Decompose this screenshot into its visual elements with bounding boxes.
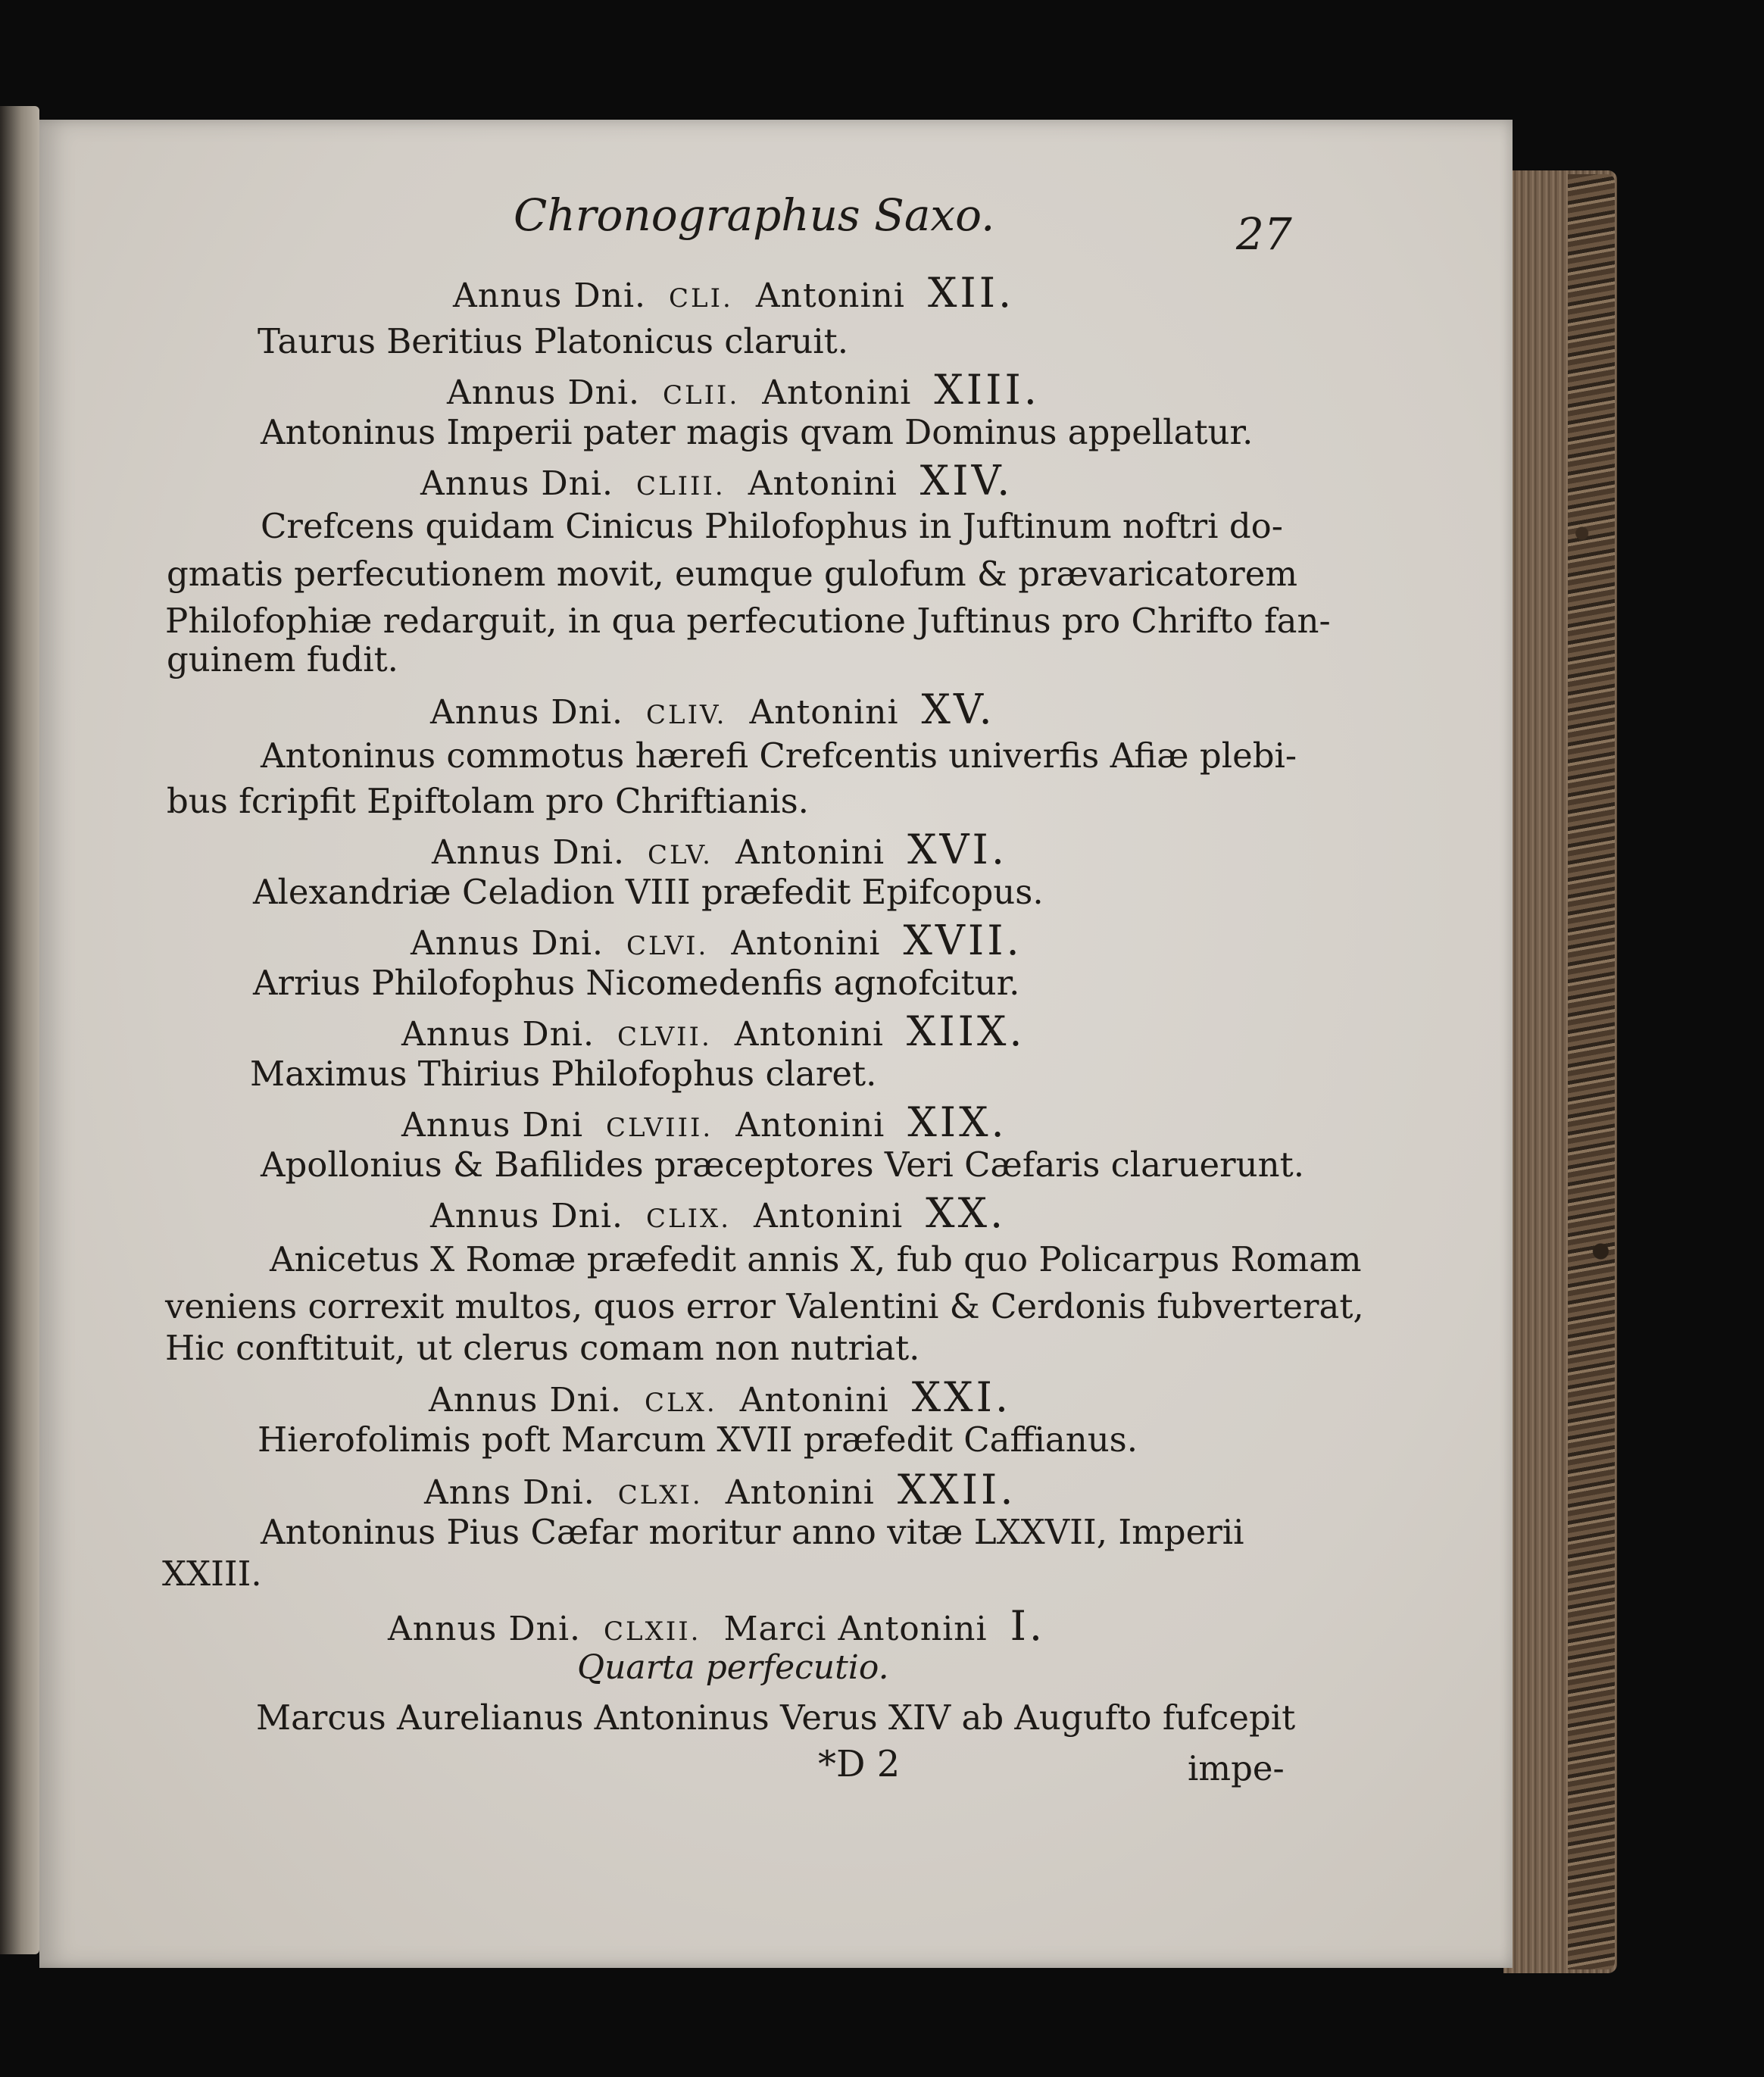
adjacent-page-edge: [0, 106, 39, 1954]
text-line: Taurus Beritius Platonicus claruit.: [258, 321, 849, 361]
text-line: Marcus Aurelianus Antoninus Verus XIV ab Augufto fufcepit: [256, 1698, 1296, 1738]
text-line: Philofophiæ redarguit, in qua perfecutione Juftinus pro Chrifto fan-: [165, 601, 1331, 641]
year-line: Annus Dni. CLIX. Antonini XX.: [430, 1189, 1007, 1237]
year-line: Anns Dni. CLXI. Antonini XXII.: [424, 1466, 1016, 1513]
year-line: Annus Dni. CLI. Antonini XII.: [453, 269, 1015, 317]
text-line: Apollonius & Bafilides præceptores Veri Cæfaris claruerunt.: [261, 1145, 1305, 1185]
text-line: Anicetus X Romæ præfedit annis X, fub quo Policarpus Romam: [270, 1239, 1362, 1279]
signature-mark: *D 2: [818, 1743, 901, 1785]
text-line: Maximus Thirius Philofophus claret.: [250, 1054, 877, 1094]
text-line: Antoninus commotus hærefi Crefcentis univerfis Afiæ plebi-: [261, 736, 1297, 776]
year-line: Annus Dni CLVIII. Antonini XIX.: [401, 1098, 1007, 1146]
text-line: Crefcens quidam Cinicus Philofophus in Juftinum noftri do-: [261, 506, 1283, 546]
year-line: Annus Dni. CLVI. Antonini XVII.: [411, 917, 1022, 964]
text-line: Hic conftituit, ut clerus comam non nutriat.: [165, 1328, 920, 1368]
year-line: Annus Dni. CLVII. Antonini XIIX.: [401, 1007, 1026, 1055]
year-line: Annus Dni. CLXII. Marci Antonini I.: [388, 1602, 1046, 1650]
text-line: bus fcripfit Epiftolam pro Chriftianis.: [167, 781, 809, 821]
catchword: impe-: [1188, 1748, 1285, 1788]
text-line: XXIII.: [162, 1554, 262, 1594]
running-head-title: Chronographus Saxo.: [514, 189, 995, 241]
year-line: Annus Dni. CLX. Antonini XXI.: [429, 1373, 1012, 1421]
text-line: Antoninus Imperii pater magis qvam Dominus appellatur.: [261, 412, 1254, 452]
year-line: Annus Dni. CLV. Antonini XVI.: [432, 826, 1008, 873]
text-line: Alexandriæ Celadion VIII præfedit Epifcopus.: [253, 872, 1044, 912]
section-heading: Quarta perfecutio.: [577, 1648, 889, 1687]
year-line: Annus Dni. CLIII. Antonini XIV.: [420, 457, 1013, 504]
page-number: 27: [1236, 208, 1292, 260]
year-line: Annus Dni. CLII. Antonini XIII.: [447, 366, 1040, 414]
year-line: Annus Dni. CLIV. Antonini XV.: [430, 686, 995, 733]
text-line: Antoninus Pius Cæfar moritur anno vitæ LXXVII, Imperii: [261, 1512, 1244, 1552]
text-line: gmatis perfecutionem movit, eumque gulofum & prævaricatorem: [167, 554, 1298, 594]
book-cover-marbled: [1568, 174, 1615, 1969]
text-line: guinem fudit.: [167, 639, 398, 679]
text-line: Arrius Philofophus Nicomedenfis agnofcitur.: [253, 963, 1020, 1003]
text-line: veniens correxit multos, quos error Valentini & Cerdonis fubverterat,: [165, 1286, 1364, 1326]
text-line: Hierofolimis poft Marcum XVII præfedit Caffianus.: [258, 1420, 1138, 1460]
